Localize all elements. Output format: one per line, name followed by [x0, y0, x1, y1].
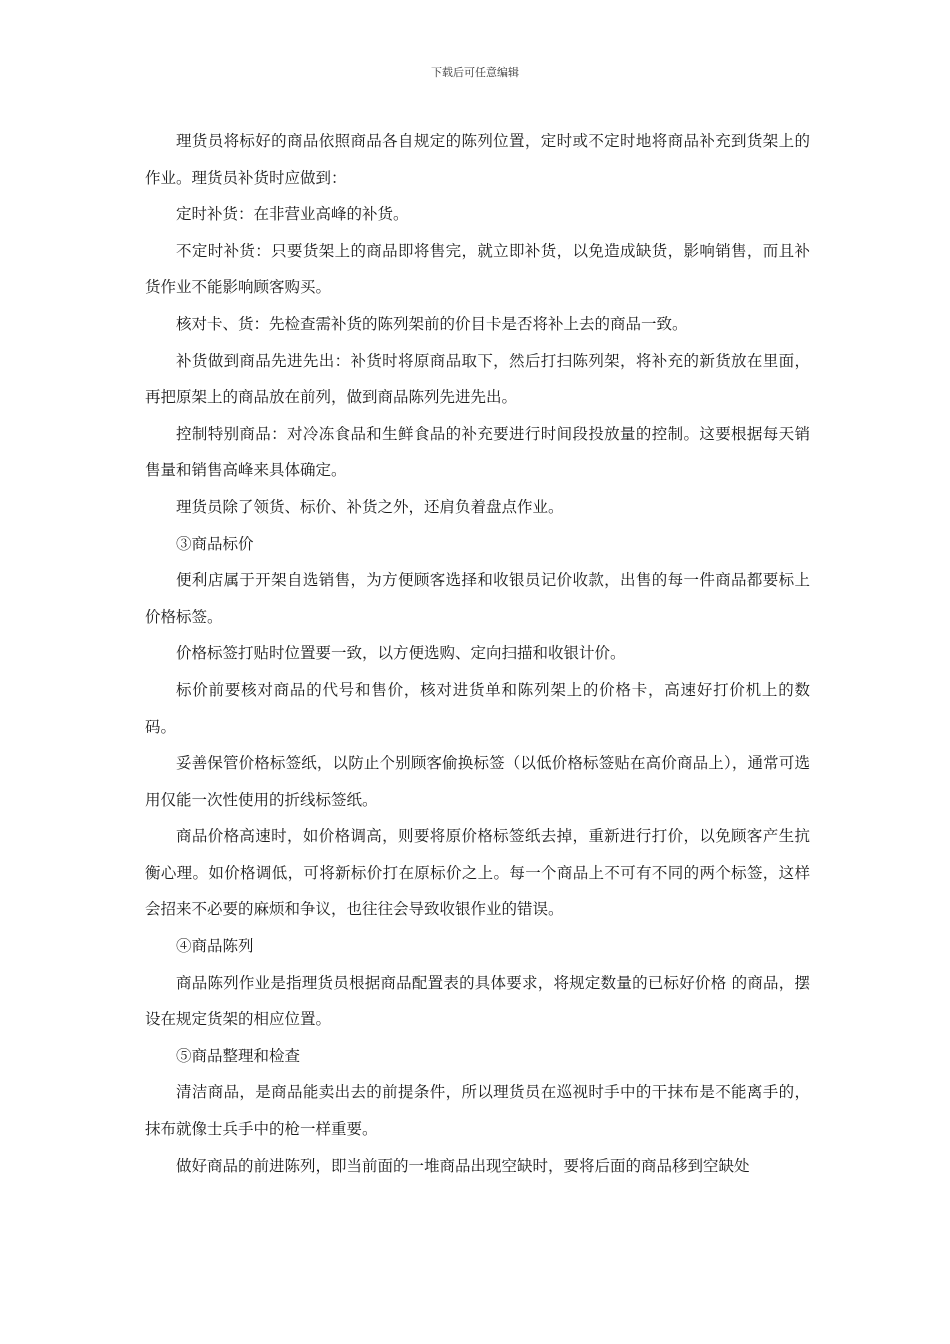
paragraph: 清洁商品，是商品能卖出去的前提条件，所以理货员在巡视时手中的干抹布是不能离手的，抹布就像士兵手中的枪一样重要。 [145, 1083, 810, 1139]
paragraph: 不定时补货：只要货架上的商品即将售完，就立即补货，以免造成缺货，影响销售，而且补货作业不能影响顾客购买。 [145, 241, 810, 297]
section-heading: ③商品标价 [176, 534, 254, 553]
paragraph: 商品陈列作业是指理货员根据商品配置表的具体要求，将规定数量的已标好价格 的商品，摆设在规定货架的相应位置。 [145, 973, 810, 1029]
paragraph: 定时补货：在非营业高峰的补货。 [176, 205, 409, 224]
paragraph: 便利店属于开架自选销售，为方便顾客选择和收银员记价收款，出售的每一件商品都要标上价格标签。 [145, 571, 810, 626]
paragraph: 商品价格高速时，如价格调高，则要将原价格标签纸去掉，重新进行打价，以免顾客产生抗衡心理。如价格调低，可将新标价打在原标价之上。每一个商品上不可有不同的两个标签，这样会招来不必要的麻烦和争议，也往往会导致收银作业的错误。 [145, 827, 810, 919]
paragraph: 标价前要核对商品的代号和售价，核对进货单和陈列架上的价格卡，高速好打价机上的数码。 [145, 680, 810, 736]
section-heading: ⑤商品整理和检查 [176, 1046, 301, 1065]
document-body [145, 123, 810, 1184]
paragraph: 价格标签打贴时位置要一致，以方便选购、定向扫描和收银计价。 [176, 644, 626, 663]
paragraph: 妥善保管价格标签纸，以防止个别顾客偷换标签（以低价格标签贴在高价商品上），通常可选用仅能一次性使用的折线标签纸。 [145, 754, 810, 809]
paragraph: 控制特别商品：对冷冻食品和生鲜食品的补充要进行时间段投放量的控制。这要根据每天销售量和销售高峰来具体确定。 [145, 424, 810, 480]
section-heading: ④商品陈列 [176, 937, 254, 956]
paragraph: 核对卡、货：先检查需补货的陈列架前的价目卡是否将补上去的商品一致。 [176, 314, 688, 333]
paragraph: 理货员除了领货、标价、补货之外，还肩负着盘点作业。 [176, 497, 564, 516]
paragraph: 理货员将标好的商品依照商品各自规定的陈列位置，定时或不定时地将商品补充到货架上的作业。理货员补货时应做到： [145, 132, 810, 187]
paragraph: 补货做到商品先进先出：补货时将原商品取下，然后打扫陈列架，将补充的新货放在里面，再把原架上的商品放在前列，做到商品陈列先进先出。 [145, 351, 810, 407]
paragraph: 做好商品的前进陈列，即当前面的一堆商品出现空缺时，要将后面的商品移到空缺处 [176, 1156, 750, 1175]
page-header: 下载后可任意编辑 [431, 66, 519, 79]
